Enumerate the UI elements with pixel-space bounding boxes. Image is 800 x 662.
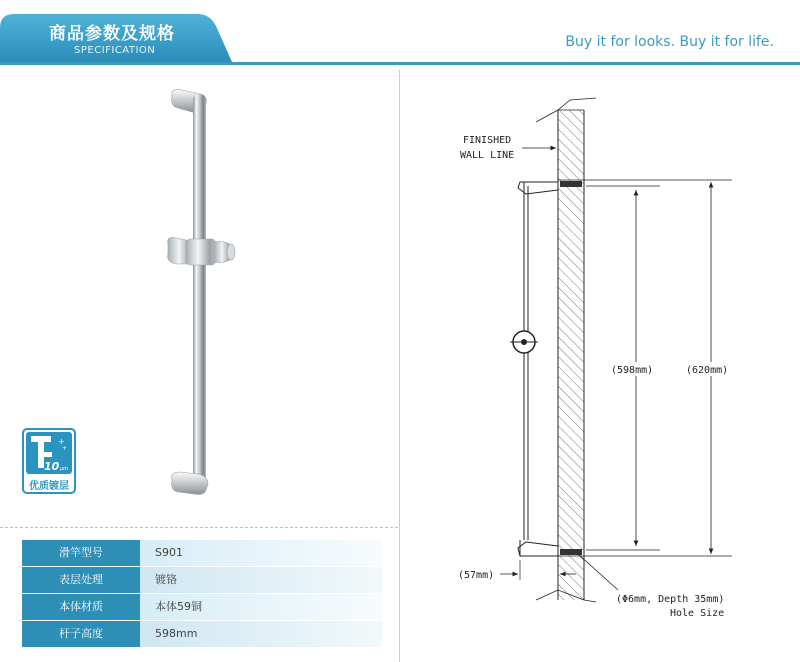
- dimension-outer-label: (620mm): [686, 365, 729, 376]
- plating-badge-label: 优质镀层: [29, 481, 69, 492]
- hole-size-label: Hole Size: [670, 608, 725, 619]
- dimension-depth-label: (57mm): [458, 570, 495, 581]
- section-subtitle: SPECIFICATION: [74, 45, 156, 56]
- spec-label: 表层处理: [22, 567, 140, 593]
- spec-row-height: [22, 621, 382, 647]
- spec-label: 本体材质: [22, 594, 140, 620]
- spec-value: 598mm: [140, 621, 382, 647]
- finished-label-line2: WALL LINE: [460, 150, 515, 161]
- finished-label-line1: FINISHED: [463, 135, 512, 146]
- spec-row-material: [22, 594, 382, 620]
- section-divider: [0, 527, 398, 528]
- spec-label: 杆子高度: [22, 621, 140, 647]
- brand-slogan: Buy it for looks. Buy it for life.: [565, 34, 774, 50]
- spec-value: 本体59铜: [140, 594, 382, 620]
- wall-section: [536, 98, 596, 602]
- svg-text:+: +: [62, 445, 68, 452]
- section-title: 商品参数及规格: [49, 24, 175, 44]
- header-rule: [0, 62, 800, 65]
- badge-unit: μm: [60, 466, 69, 472]
- spec-row-finish: [22, 567, 382, 593]
- plating-badge-icon: [26, 432, 72, 474]
- spec-table: [22, 540, 382, 648]
- installation-drawing: [400, 70, 800, 662]
- spec-row-model: [22, 540, 382, 566]
- hole-spec-label: (Φ6mm, Depth 35mm): [616, 594, 725, 605]
- spec-value: S901: [140, 540, 382, 566]
- svg-text:+: +: [58, 437, 65, 446]
- plating-badge: [22, 428, 76, 494]
- spec-value: 镀铬: [140, 567, 382, 593]
- spec-label: 滑竿型号: [22, 540, 140, 566]
- page-header: [0, 0, 800, 72]
- faucet-icon: [26, 432, 72, 474]
- dimension-inner-label: (598mm): [611, 365, 654, 376]
- badge-thickness: 10: [44, 460, 60, 473]
